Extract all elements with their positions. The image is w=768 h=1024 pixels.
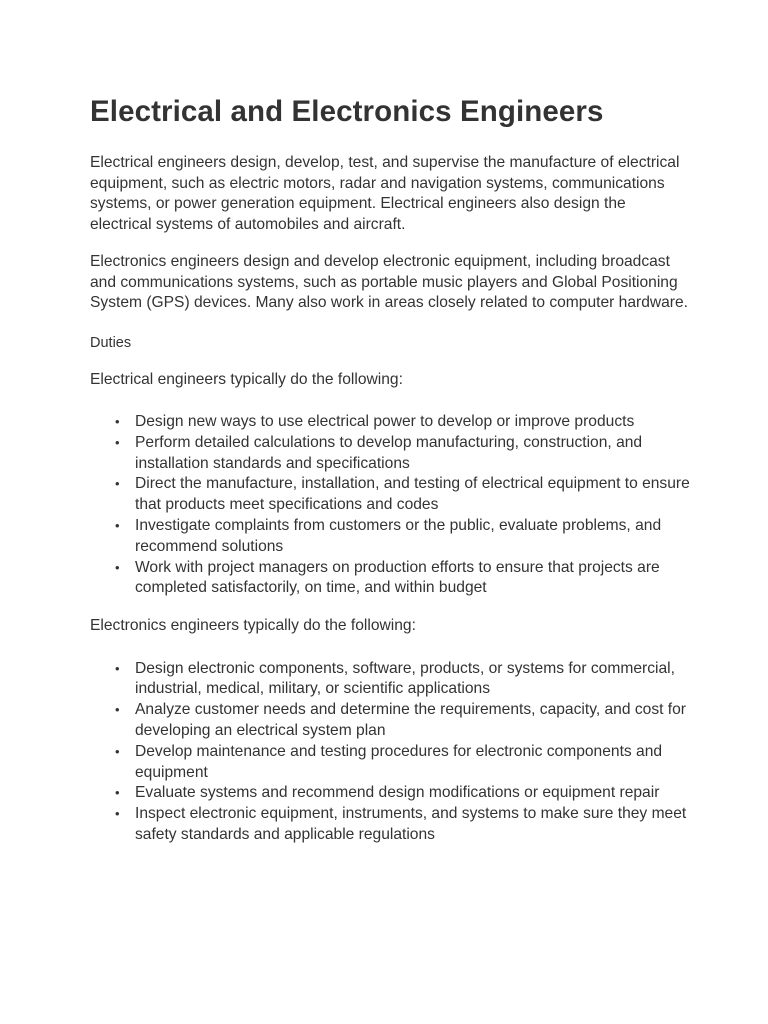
list-item — [90, 558, 690, 600]
electrical-duties-list — [90, 412, 690, 599]
list-item — [90, 516, 690, 558]
list-item — [90, 433, 690, 475]
page-title: Electrical and Electronics Engineers — [90, 95, 604, 128]
bullet-icon: • — [115, 434, 120, 450]
bullet-icon: • — [115, 702, 120, 718]
list-item-text: Direct the manufacture, installation, and testing of electrical equipment to ensure that products meet specifications and codes — [135, 475, 690, 514]
list-item — [90, 783, 690, 804]
bullet-icon: • — [115, 785, 120, 801]
document-page — [90, 94, 690, 863]
bullet-icon: • — [115, 414, 120, 429]
intro-paragraph-electrical: Electrical engineers design, develop, test, and supervise the manufacture of electrical equipment, such as electric motors, radar and navigation systems, communications systems, or power generation equipment. Electrical engineers also design the electrical systems of automobiles and aircraft. — [90, 154, 680, 233]
bullet-icon: • — [115, 559, 120, 575]
bullet-icon: • — [115, 743, 120, 759]
list-item — [90, 474, 690, 516]
list-item-text: Design new ways to use electrical power to develop or improve products — [135, 413, 635, 430]
list-item-text: Develop maintenance and testing procedures for electronic components and equipment — [135, 742, 663, 781]
electronics-duties-list — [90, 659, 690, 846]
list-item — [90, 412, 690, 433]
list-item — [90, 804, 690, 846]
list-item-text: Analyze customer needs and determine the requirements, capacity, and cost for developing an electrical system plan — [135, 701, 686, 740]
list-item-text: Investigate complaints from customers or the public, evaluate problems, and recommend solutions — [135, 516, 662, 555]
intro-paragraph-electronics: Electronics engineers design and develop electronic equipment, including broadcast and communications systems, such as portable music players and Global Positioning System (GPS) devices. Many also work in areas closely related to computer hardware. — [90, 253, 688, 311]
bullet-icon: • — [115, 806, 120, 822]
electrical-duties-intro: Electrical engineers typically do the following: — [90, 370, 403, 388]
bullet-icon: • — [115, 517, 120, 533]
list-item-text: Perform detailed calculations to develop manufacturing, construction, and installation standards and specifications — [135, 433, 643, 472]
list-item-text: Evaluate systems and recommend design modifications or equipment repair — [135, 784, 660, 802]
list-item-text: Inspect electronic equipment, instruments, and systems to make sure they meet safety standards and applicable regulations — [135, 805, 687, 844]
list-item — [90, 700, 690, 742]
bullet-icon: • — [115, 660, 120, 676]
bullet-icon: • — [115, 476, 120, 492]
list-item-text: Design electronic components, software, products, or systems for commercial, industrial, medical, military, or scientific applications — [135, 659, 675, 698]
list-item — [90, 742, 690, 784]
list-item — [90, 659, 690, 701]
list-item-text: Work with project managers on production efforts to ensure that projects are completed satisfactorily, on time, and within budget — [135, 558, 660, 597]
duties-heading: Duties — [90, 334, 132, 351]
electronics-duties-intro: Electronics engineers typically do the following: — [90, 617, 416, 635]
